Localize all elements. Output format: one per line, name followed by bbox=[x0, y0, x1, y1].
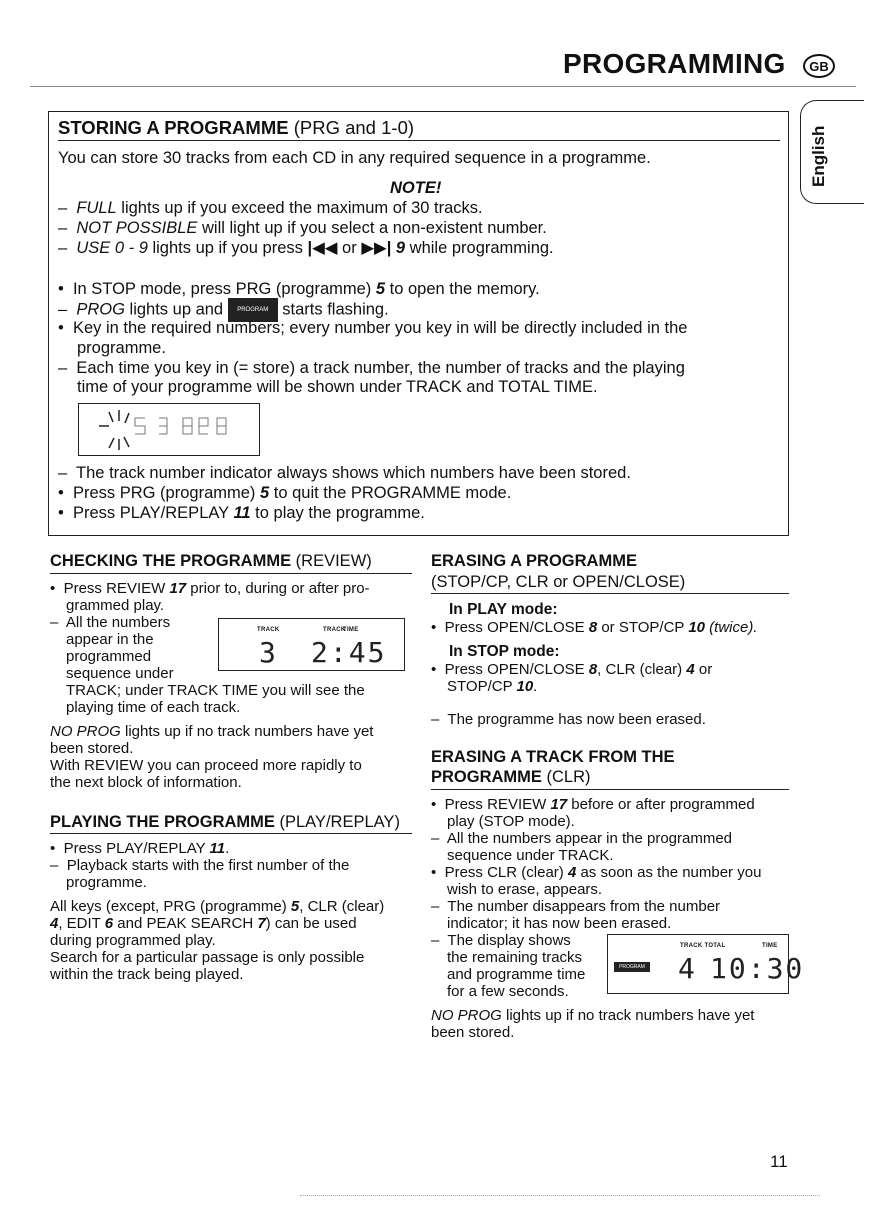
checking-review-note: With REVIEW you can proceed more rapidly to bbox=[50, 757, 362, 774]
erasing-track-dash3-line3: and programme time bbox=[447, 966, 586, 983]
next-track-icon: ▶▶| bbox=[361, 239, 392, 257]
erasing-track-no-prog-cont: been stored. bbox=[431, 1024, 515, 1041]
checking-dash-line3: programmed bbox=[66, 648, 152, 665]
header-rule bbox=[30, 86, 856, 87]
erasing-stop-mode-bullet-cont: STOP/CP 10. bbox=[447, 678, 538, 695]
erasing-track-bullet1-cont: play (STOP mode). bbox=[447, 813, 575, 830]
step-key-numbers: • Key in the required numbers; every number you key in will be directly included in the bbox=[58, 319, 688, 337]
playing-title: PLAYING THE PROGRAMME (PLAY/REPLAY) bbox=[50, 813, 400, 831]
remaining-track-digit: 4 bbox=[678, 952, 697, 985]
checking-dash-line4: sequence under bbox=[66, 665, 174, 682]
erasing-stop-mode-bullet: • Press OPEN/CLOSE 8, CLR (clear) 4 or bbox=[431, 661, 713, 678]
step-store-track: – Each time you key in (= store) a track number, the number of tracks and the playing bbox=[58, 359, 685, 377]
language-badge: GB bbox=[803, 54, 835, 78]
erasing-track-bullet2-cont: wish to erase, appears. bbox=[447, 881, 603, 898]
step-quit-programme: • Press PRG (programme) 5 to quit the PROGRAMME mode. bbox=[58, 484, 512, 502]
erasing-track-bullet1: • Press REVIEW 17 before or after programmed bbox=[431, 796, 755, 813]
checking-bullet-review-cont: grammed play. bbox=[66, 597, 165, 614]
erasing-track-dash3-line4: for a few seconds. bbox=[447, 983, 569, 1000]
erasing-stop-mode-heading: In STOP mode: bbox=[449, 643, 560, 660]
erasing-track-title: ERASING A TRACK FROM THE bbox=[431, 748, 675, 766]
erasing-track-dash2: – The number disappears from the number bbox=[431, 898, 721, 915]
erasing-title: ERASING A PROGRAMME bbox=[431, 552, 637, 570]
remaining-time-digits: 10:30 bbox=[710, 952, 805, 985]
erasing-track-bullet2: • Press CLR (clear) 4 as soon as the number you bbox=[431, 864, 762, 881]
page-number: 11 bbox=[770, 1152, 788, 1171]
checking-dash-line6: playing time of each track. bbox=[66, 699, 241, 716]
step-store-track-cont: time of your programme will be shown under TRACK and TOTAL TIME. bbox=[77, 378, 598, 396]
erasing-track-dash3-line1: – The display shows bbox=[431, 932, 571, 949]
playing-dash: – Playback starts with the first number of the bbox=[50, 857, 350, 874]
program-badge: PROGRAM bbox=[614, 962, 650, 972]
step-key-numbers-cont: programme. bbox=[77, 339, 166, 357]
erasing-title-line2: (STOP/CP, CLR or OPEN/CLOSE) bbox=[431, 573, 686, 591]
playing-all-keys-line1: All keys (except, PRG (programme) 5, CLR (clear) bbox=[50, 898, 385, 915]
erasing-track-dash1-cont: sequence under TRACK. bbox=[447, 847, 614, 864]
checking-no-prog: NO PROG lights up if no track numbers have yet bbox=[50, 723, 374, 740]
erasing-track-title-line2: PROGRAMME (CLR) bbox=[431, 768, 591, 786]
checking-dash-line5: TRACK; under TRACK TIME you will see the bbox=[66, 682, 365, 699]
previous-track-icon: |◀◀ bbox=[307, 239, 338, 257]
checking-no-prog-cont: been stored. bbox=[50, 740, 134, 757]
checking-bullet-review: • Press REVIEW 17 prior to, during or after pro- bbox=[50, 580, 370, 597]
erasing-track-no-prog: NO PROG lights up if no track numbers have yet bbox=[431, 1007, 755, 1024]
storing-title: STORING A PROGRAMME (PRG and 1-0) bbox=[58, 117, 415, 138]
playing-title-rule bbox=[50, 833, 412, 834]
footer-scan-noise bbox=[300, 1195, 820, 1196]
playing-search-note: Search for a particular passage is only possible bbox=[50, 949, 365, 966]
note-item-full: – FULL lights up if you exceed the maximum of 30 tracks. bbox=[58, 199, 483, 217]
playing-all-keys-line2: 4, EDIT 6 and PEAK SEARCH 7) can be used bbox=[50, 915, 357, 932]
erasing-track-title-rule bbox=[431, 789, 789, 790]
erasing-play-mode-bullet: • Press OPEN/CLOSE 8 or STOP/CP 10 (twice). bbox=[431, 619, 758, 636]
review-display-illustration: TRACK TRACK TIME 3 2:45 bbox=[218, 618, 405, 671]
step-indicator-note: – The track number indicator always shows which numbers have been stored. bbox=[58, 464, 631, 482]
page-title: PROGRAMMING bbox=[563, 48, 786, 79]
review-time-digits: 2:45 bbox=[311, 636, 387, 669]
playing-dash-cont: programme. bbox=[66, 874, 147, 891]
erasing-result: – The programme has now been erased. bbox=[431, 711, 706, 728]
step-play-programme: • Press PLAY/REPLAY 11 to play the programme. bbox=[58, 504, 425, 522]
checking-review-note-cont: the next block of information. bbox=[50, 774, 242, 791]
ghost-digits bbox=[135, 418, 226, 434]
review-track-digit: 3 bbox=[259, 636, 278, 669]
erasing-track-dash2-cont: indicator; it has now been erased. bbox=[447, 915, 672, 932]
erasing-play-mode-heading: In PLAY mode: bbox=[449, 601, 558, 618]
playing-bullet: • Press PLAY/REPLAY 11. bbox=[50, 840, 230, 857]
erasing-track-dash3-line2: the remaining tracks bbox=[447, 949, 583, 966]
note-item-use-0-9: – USE 0 - 9 lights up if you press |◀◀ or ▶▶| 9 while programming. bbox=[58, 239, 554, 257]
storing-intro: You can store 30 tracks from each CD in any required sequence in a programme. bbox=[58, 149, 651, 167]
checking-title-rule bbox=[50, 573, 412, 574]
language-tab-label: English bbox=[809, 125, 828, 187]
language-tab bbox=[800, 100, 864, 204]
flashing-display-illustration bbox=[78, 403, 260, 456]
erasing-track-dash1: – All the numbers appear in the programmed bbox=[431, 830, 733, 847]
checking-dash-line2: appear in the bbox=[66, 631, 154, 648]
storing-title-rule bbox=[58, 140, 780, 141]
playing-search-note-cont: within the track being played. bbox=[50, 966, 244, 983]
note-label: NOTE! bbox=[390, 179, 442, 197]
program-badge: PROGRAM bbox=[228, 298, 278, 322]
remaining-display-illustration: TRACK TOTAL TIME PROGRAM 4 10:30 bbox=[607, 934, 789, 994]
checking-title: CHECKING THE PROGRAMME (REVIEW) bbox=[50, 552, 372, 570]
erasing-title-rule bbox=[431, 593, 789, 594]
flash-rays-icon bbox=[79, 404, 259, 455]
note-item-not-possible: – NOT POSSIBLE will light up if you select a non-existent number. bbox=[58, 219, 547, 237]
step-open-memory: • In STOP mode, press PRG (programme) 5 to open the memory. bbox=[58, 280, 540, 298]
step-prog-flashing: – PROG lights up and PROGRAM starts flashing. bbox=[58, 298, 389, 322]
playing-all-keys-line3: during programmed play. bbox=[50, 932, 216, 949]
checking-dash-line1: – All the numbers bbox=[50, 614, 171, 631]
